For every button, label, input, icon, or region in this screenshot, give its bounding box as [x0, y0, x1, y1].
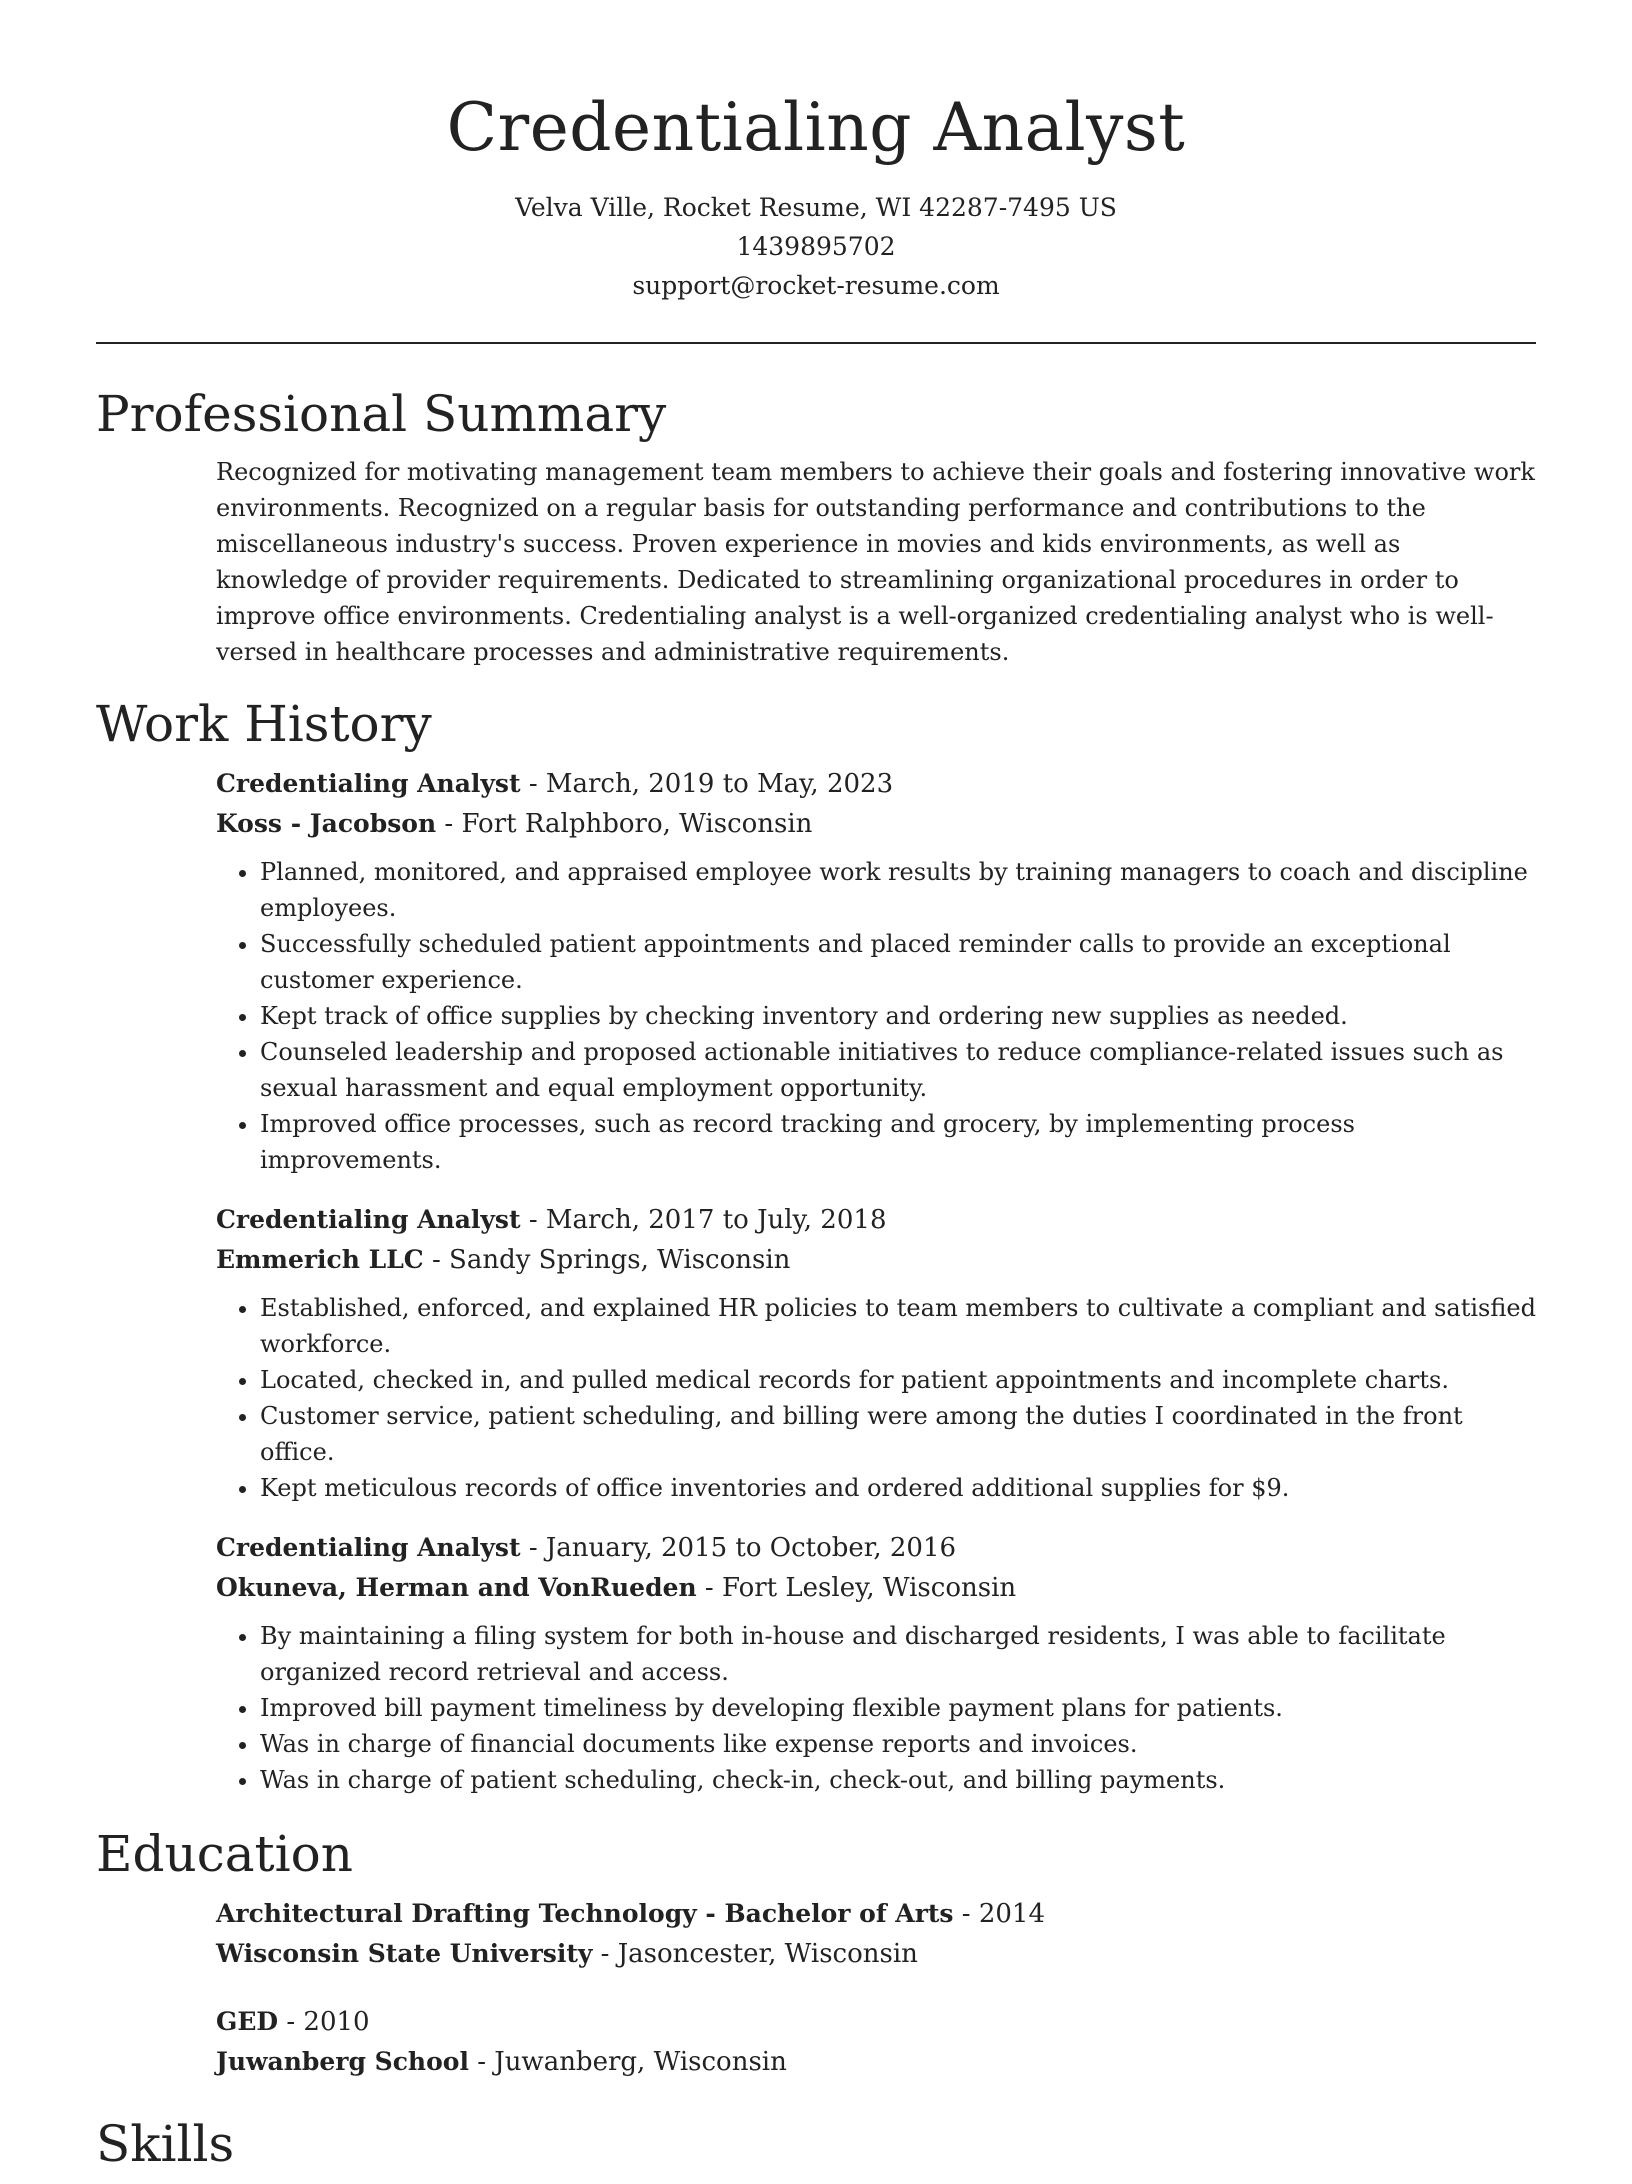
job-title-line — [216, 764, 1536, 804]
job-location: - Fort Lesley, Wisconsin — [696, 1573, 1017, 1603]
education-degree: GED — [216, 2007, 279, 2036]
phone-text: 1439895702 — [736, 232, 896, 261]
job-entry — [216, 1528, 1536, 1798]
job-bullet: • Kept meticulous records of office inventories and ordered additional supplies for $9. — [260, 1470, 1536, 1506]
education-heading: Education — [96, 1825, 353, 1883]
education-location: - Jasoncester, Wisconsin — [592, 1939, 918, 1969]
job-bullet-list — [216, 1290, 1536, 1506]
job-company: Okuneva, Herman and VonRueden — [216, 1573, 697, 1602]
education-school-line — [216, 1934, 1536, 1974]
job-bullet: • Planned, monitored, and appraised employee work results by training managers to coach and discipline employees. — [260, 854, 1536, 926]
job-company-line — [216, 1240, 1536, 1280]
job-bullet: • Located, checked in, and pulled medical records for patient appointments and incomplete charts. — [260, 1362, 1536, 1398]
work-history-heading: Work History — [96, 695, 432, 753]
job-company-line — [216, 1568, 1536, 1608]
education-school: Juwanberg School — [216, 2047, 469, 2076]
job-bullet: • Successfully scheduled patient appointments and placed reminder calls to provide an exceptional customer experience. — [260, 926, 1536, 998]
education-degree-line — [216, 2002, 1536, 2042]
summary-section — [216, 454, 1536, 670]
education-location: - Juwanberg, Wisconsin — [468, 2047, 787, 2077]
education-degree-line — [216, 1894, 1536, 1934]
job-role: Credentialing Analyst — [216, 769, 521, 798]
job-bullet: • Improved office processes, such as record tracking and grocery, by implementing process improvements. — [260, 1106, 1536, 1178]
education-degree: Architectural Drafting Technology - Bachelor of Arts — [216, 1899, 954, 1928]
job-bullet-list — [216, 854, 1536, 1178]
job-entry — [216, 764, 1536, 1178]
job-role: Credentialing Analyst — [216, 1533, 521, 1562]
job-company-line — [216, 804, 1536, 844]
resume-header — [0, 0, 1632, 305]
job-location: - Sandy Springs, Wisconsin — [423, 1245, 791, 1275]
candidate-title: Credentialing Analyst — [446, 89, 1186, 166]
job-bullet: • Counseled leadership and proposed actionable initiatives to reduce compliance-related issues such as sexual harassment and equal employment opportunity. — [260, 1034, 1536, 1106]
job-bullet-list — [216, 1618, 1536, 1798]
job-dates: - January, 2015 to October, 2016 — [520, 1533, 957, 1563]
job-bullet: • Was in charge of patient scheduling, check-in, check-out, and billing payments. — [260, 1762, 1536, 1798]
education-school: Wisconsin State University — [216, 1939, 593, 1968]
job-bullet: • Customer service, patient scheduling, and billing were among the duties I coordinated in the front office. — [260, 1398, 1536, 1470]
summary-heading: Professional Summary — [96, 385, 667, 443]
job-entry — [216, 1200, 1536, 1506]
education-entry — [216, 1894, 1536, 1974]
resume-content — [96, 380, 1536, 2184]
header-divider — [96, 342, 1536, 344]
education-year: - 2010 — [278, 2007, 370, 2037]
education-section — [216, 1894, 1536, 2082]
job-bullet: • Was in charge of financial documents like expense reports and invoices. — [260, 1726, 1536, 1762]
work-history-section — [216, 764, 1536, 1798]
education-entry — [216, 2002, 1536, 2082]
job-title-line — [216, 1200, 1536, 1240]
job-dates: - March, 2019 to May, 2023 — [520, 769, 894, 799]
job-role: Credentialing Analyst — [216, 1205, 521, 1234]
job-bullet: • Improved bill payment timeliness by developing flexible payment plans for patients. — [260, 1690, 1536, 1726]
job-title-line — [216, 1528, 1536, 1568]
job-bullet: • By maintaining a filing system for both in-house and discharged residents, I was able to facilitate organized record retrieval and access. — [260, 1618, 1536, 1690]
education-year: - 2014 — [953, 1899, 1045, 1929]
job-company: Koss - Jacobson — [216, 809, 437, 838]
contact-block — [0, 188, 1632, 305]
address-text: Velva Ville, Rocket Resume, WI 42287-7495 US — [515, 193, 1117, 222]
job-dates: - March, 2017 to July, 2018 — [520, 1205, 887, 1235]
summary-text: Recognized for motivating management team members to achieve their goals and fostering innovative work environments. Recognized on a regular basis for outstanding performance and contributions to the miscellaneous industry's success. Proven experience in movies and kids environments, as well as knowledge of provider requirements. Dedicated to streamlining organizational procedures in order to improve office environments. Credentialing analyst is a well-organized credentialing analyst who is well-versed in healthcare processes and administrative requirements. — [216, 458, 1535, 666]
education-school-line — [216, 2042, 1536, 2082]
job-company: Emmerich LLC — [216, 1245, 424, 1274]
job-bullet: • Established, enforced, and explained HR policies to team members to cultivate a compliant and satisfied workforce. — [260, 1290, 1536, 1362]
skills-heading: Skills — [96, 2115, 235, 2173]
job-location: - Fort Ralphboro, Wisconsin — [436, 809, 813, 839]
job-bullet: • Kept track of office supplies by checking inventory and ordering new supplies as needed. — [260, 998, 1536, 1034]
email-text: support@rocket-resume.com — [632, 271, 1000, 300]
